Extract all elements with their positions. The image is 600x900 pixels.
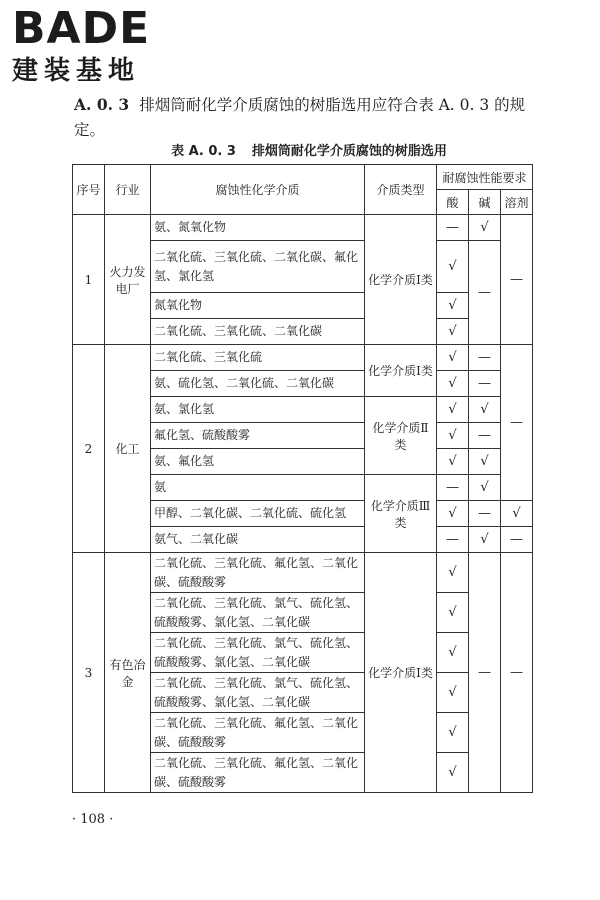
header-alkali: 碱 [469,190,501,215]
alkali-cell: √ [469,215,501,241]
industry-cell: 有色冶金 [105,553,151,793]
header-acid: 酸 [437,190,469,215]
acid-cell: √ [437,633,469,673]
acid-cell: √ [437,319,469,345]
medium-cell: 二氧化硫、三氧化硫、氯气、硫化氢、硫酸酸雾、氯化氢、二氧化碳 [151,633,365,673]
seq-cell: 2 [73,345,105,553]
alkali-cell: — [469,371,501,397]
watermark-logo [8,4,178,86]
acid-cell: √ [437,397,469,423]
acid-cell: √ [437,293,469,319]
acid-cell: √ [437,449,469,475]
table-row [73,553,533,593]
logo-word: BADE [12,3,151,54]
medium-cell: 二氧化硫、三氧化硫、氟化氢、二氧化碳、硫酸酸雾 [151,553,365,593]
medium-cell: 氨、氟化氢 [151,449,365,475]
medium-cell: 二氧化硫、三氧化硫、氟化氢、二氧化碳、硫酸酸雾 [151,713,365,753]
medium-cell: 二氧化硫、三氧化硫、氯气、硫化氢、硫酸酸雾、氯化氢、二氧化碳 [151,673,365,713]
logo-subtitle: 建装基地 [12,56,141,86]
medium-cell: 氟化氢、硫酸酸雾 [151,423,365,449]
medium-cell: 甲醇、二氧化碳、二氧化硫、硫化氢 [151,501,365,527]
industry-cell: 火力发电厂 [105,215,151,345]
table-row [73,215,533,241]
medium-cell: 氨、氮氧化物 [151,215,365,241]
header-row [73,165,533,190]
solvent-cell: — [501,527,533,553]
acid-cell: √ [437,423,469,449]
medium-cell: 氨气、二氧化碳 [151,527,365,553]
clause-text: 排烟筒耐化学介质腐蚀的树脂选用应符合表 A. 0. 3 的规定。 [74,96,526,139]
header-industry: 行业 [105,165,151,215]
acid-cell: √ [437,371,469,397]
table-caption-number: 表 A. 0. 3 [171,144,236,159]
type-cell: 化学介质Ⅰ类 [365,553,437,793]
resin-selection-table [72,164,533,793]
alkali-cell: — [469,553,501,793]
acid-cell: √ [437,553,469,593]
acid-cell: √ [437,501,469,527]
solvent-cell: — [501,215,533,345]
header-solvent: 溶剂 [501,190,533,215]
acid-cell: — [437,475,469,501]
medium-cell: 氮氧化物 [151,293,365,319]
alkali-cell: — [469,423,501,449]
seq-cell: 3 [73,553,105,793]
acid-cell: √ [437,673,469,713]
acid-cell: √ [437,593,469,633]
medium-cell: 二氧化硫、三氧化硫 [151,345,365,371]
alkali-cell: √ [469,449,501,475]
seq-cell: 1 [73,215,105,345]
medium-cell: 二氧化硫、三氧化硫、氯气、硫化氢、硫酸酸雾、氯化氢、二氧化碳 [151,593,365,633]
alkali-cell: √ [469,475,501,501]
alkali-cell: — [469,345,501,371]
clause-paragraph [74,92,544,143]
header-requirement: 耐腐蚀性能要求 [437,165,533,190]
medium-cell: 氨 [151,475,365,501]
type-cell: 化学介质Ⅰ类 [365,345,437,397]
type-cell: 化学介质Ⅱ类 [365,397,437,475]
industry-cell: 化工 [105,345,151,553]
acid-cell: √ [437,713,469,753]
acid-cell: — [437,215,469,241]
acid-cell: √ [437,241,469,293]
medium-cell: 二氧化硫、三氧化硫、二氧化碳 [151,319,365,345]
alkali-cell: — [469,501,501,527]
acid-cell: — [437,527,469,553]
medium-cell: 氨、硫化氢、二氧化硫、二氧化碳 [151,371,365,397]
alkali-cell: √ [469,397,501,423]
medium-cell: 二氧化硫、三氧化硫、二氧化碳、氟化氢、氯化氢 [151,241,365,293]
type-cell: 化学介质Ⅰ类 [365,215,437,345]
alkali-cell: — [469,241,501,345]
header-medium: 腐蚀性化学介质 [151,165,365,215]
solvent-cell: — [501,553,533,793]
solvent-cell: √ [501,501,533,527]
acid-cell: √ [437,345,469,371]
alkali-cell: √ [469,527,501,553]
type-cell: 化学介质Ⅲ类 [365,475,437,553]
table-caption-title: 排烟筒耐化学介质腐蚀的树脂选用 [251,144,447,159]
header-type: 介质类型 [365,165,437,215]
page-number: · 108 · [72,812,114,827]
header-seq: 序号 [73,165,105,215]
acid-cell: √ [437,753,469,793]
medium-cell: 氨、氯化氢 [151,397,365,423]
clause-number: A. 0. 3 [74,95,130,114]
medium-cell: 二氧化硫、三氧化硫、氟化氢、二氧化碳、硫酸酸雾 [151,753,365,793]
table-caption [72,140,546,159]
solvent-cell: — [501,345,533,501]
table-row [73,345,533,371]
